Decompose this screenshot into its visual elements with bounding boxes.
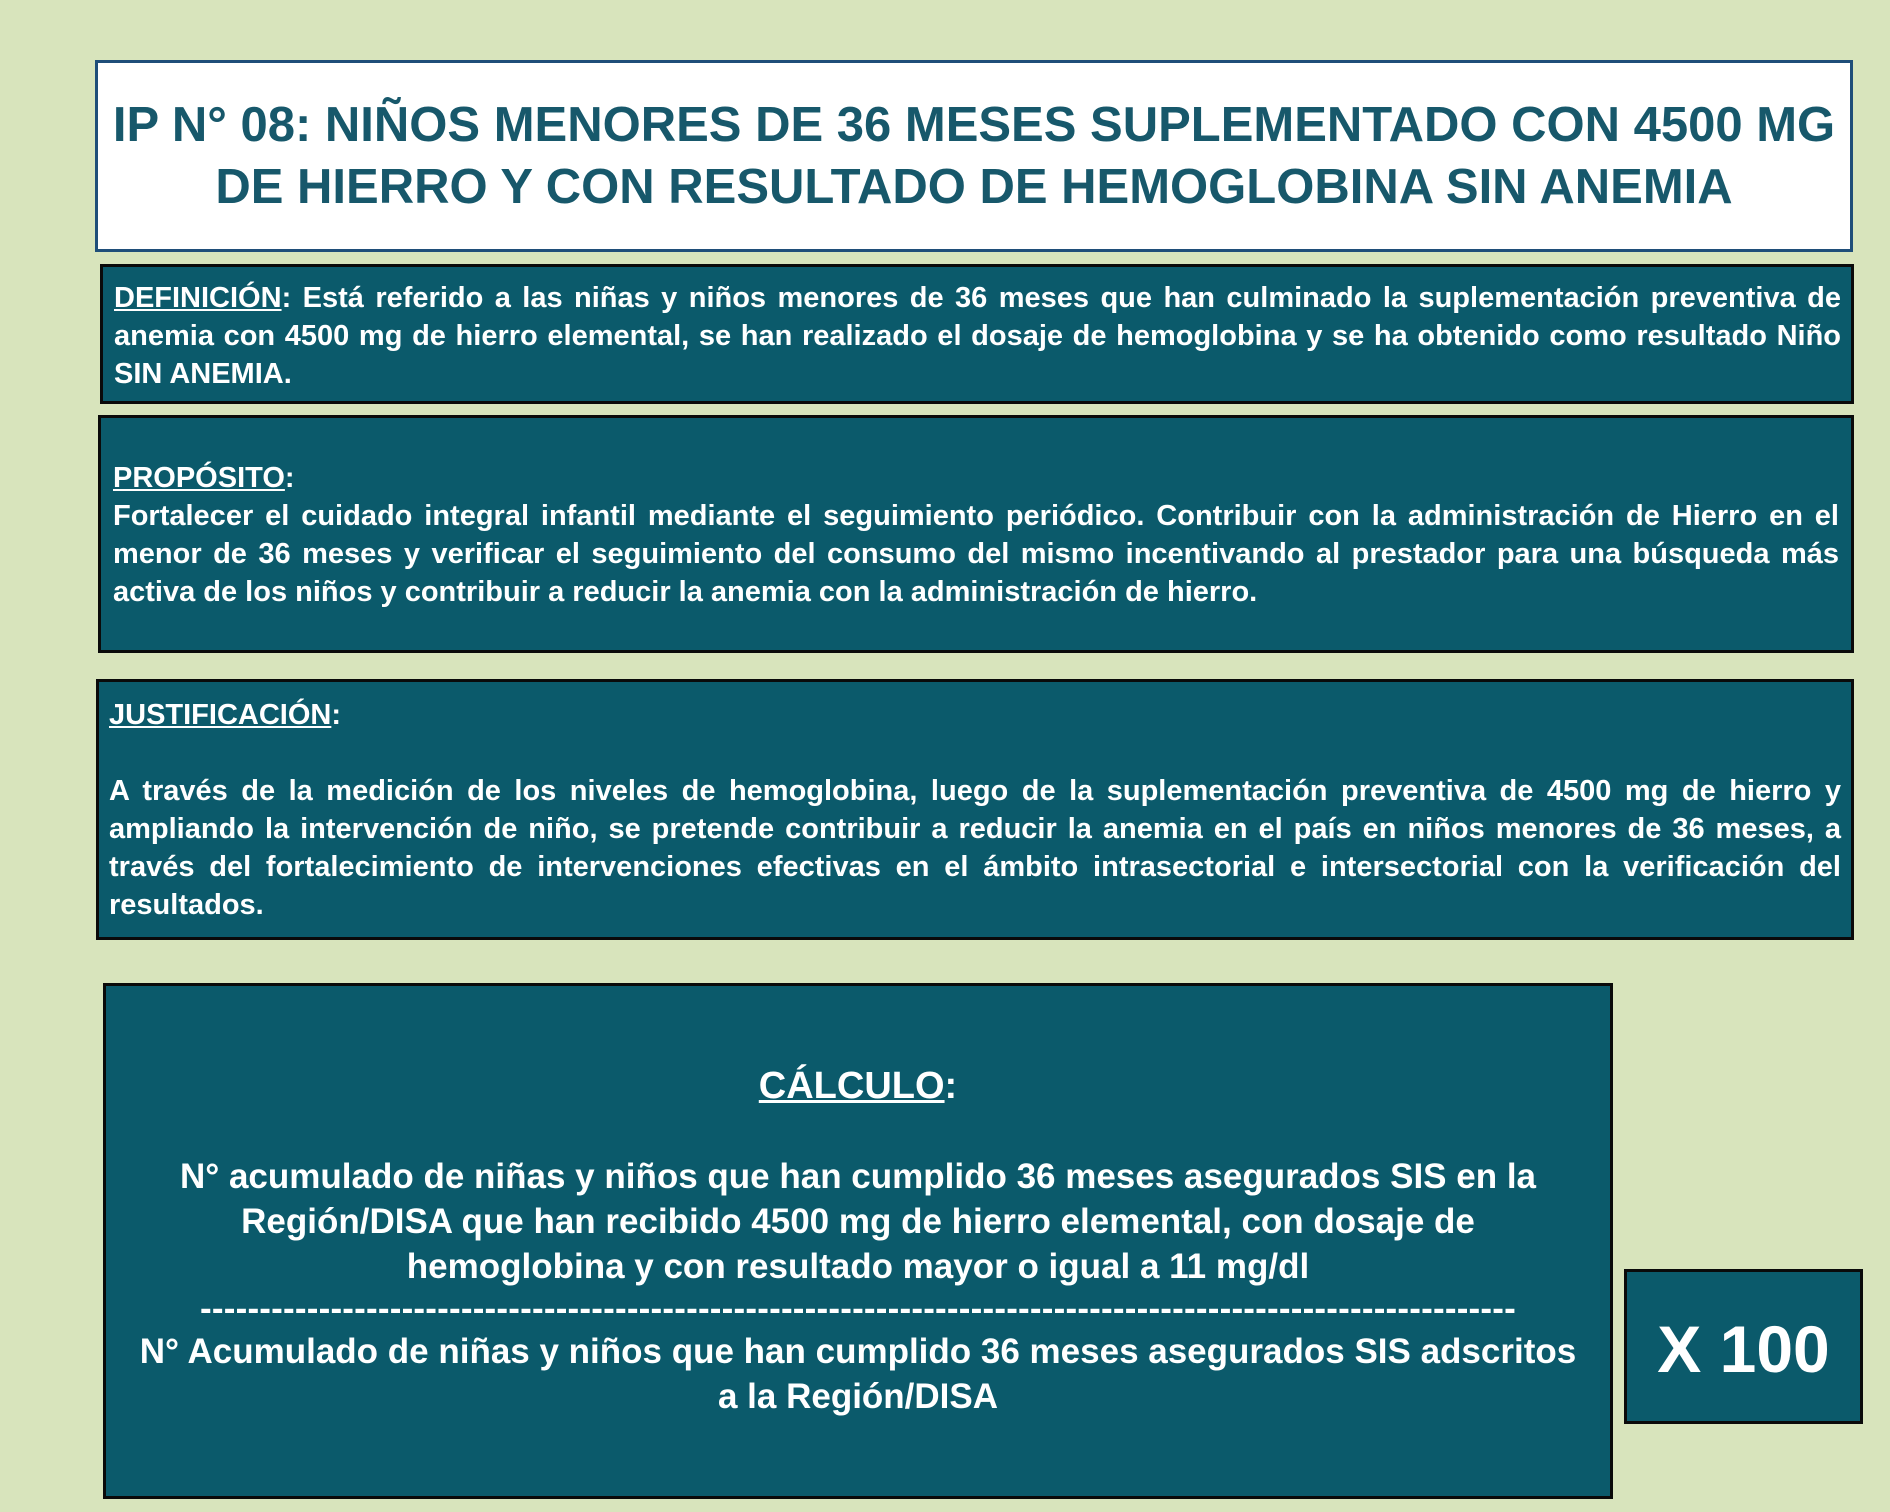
proposito-heading-line [113,459,1839,497]
calculo-numerator: N° acumulado de niñas y niños que han cumplido 36 meses asegurados SIS en la Región/DISA que han recibido 4500 mg de hierro elemental, con dosaje de hemoglobina y con resultado mayor o igual a 11 mg/dl [179,1157,1537,1286]
multiplier-box [1624,1269,1863,1424]
calculo-spacer [106,1109,1610,1154]
definicion-heading: DEFINICIÓN [114,282,282,314]
justificacion-text: A través de la medición de los niveles de hemoglobina, luego de la suplementación preventiva de 4500 mg de hierro y ampliando la intervención de niño, se pretende contribuir a reducir la anemia en el país en niños menores de 36 meses, a través del fortalecimiento de intervenciones efectivas en el ámbito intrasectorial e intersectorial con la verificación del resultados. [109,775,1841,921]
calculo-heading: CÁLCULO [758,1065,945,1107]
calculo-colon: : [944,1065,958,1107]
justificacion-spacer [109,734,1841,772]
calculo-panel [103,983,1613,1499]
page-title: IP N° 08: NIÑOS MENORES DE 36 MESES SUPLEMENTADO CON 4500 MG DE HIERRO Y CON RESULTADO DE HEMOGLOBINA SIN ANEMIA [112,98,1836,214]
calculo-heading-line [106,1063,1610,1109]
definicion-colon: : [281,282,292,314]
proposito-panel [98,415,1854,653]
justificacion-heading: JUSTIFICACIÓN [109,699,332,731]
justificacion-colon: : [331,699,342,731]
justificacion-panel [96,679,1854,940]
proposito-colon: : [284,462,295,494]
multiplier-text: X 100 [1657,1311,1830,1386]
definicion-paragraph [114,279,1841,393]
title-box [95,60,1853,252]
proposito-heading: PROPÓSITO [113,462,285,494]
definicion-text: Está referido a las niñas y niños menores de 36 meses que han culminado la suplementación preventiva de anemia con 4500 mg de hierro elemental, se han realizado el dosaje de hemoglobina y se ha obtenido como resultado Niño SIN ANEMIA. [114,282,1841,390]
calculo-denominator: N° Acumulado de niñas y niños que han cumplido 36 meses asegurados SIS adscritos a la Región/DISA [139,1332,1577,1416]
proposito-text: Fortalecer el cuidado integral infantil mediante el seguimiento periódico. Contribuir con la administración de Hierro en el menor de 36 meses y verificar el seguimiento del consumo del mismo incentivando al prestador para una búsqueda más activa de los niños y contribuir a reducir la anemia con la administración de hierro. [113,500,1839,608]
definicion-panel [100,264,1854,404]
justificacion-heading-line [109,696,1841,734]
calculo-divider: --------------------------------------------------------------------------------------------------------------- [200,1289,1516,1328]
